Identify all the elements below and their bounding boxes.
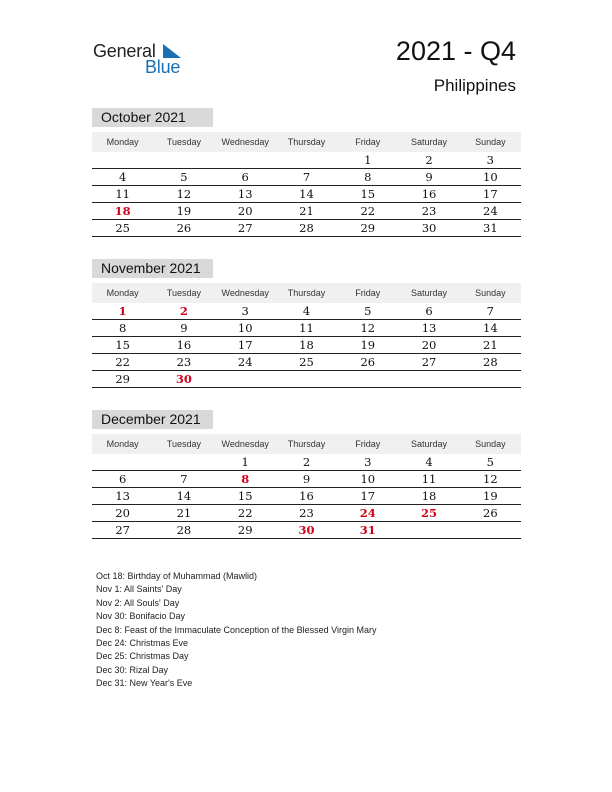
day-cell: 11	[421, 472, 437, 486]
week-row	[92, 220, 521, 237]
day-cell: 26	[360, 355, 376, 369]
empty-day-cell	[215, 167, 276, 168]
day-cell: 6	[118, 472, 127, 486]
weekday-label: Sunday	[475, 137, 506, 147]
day-cell: 2	[302, 455, 311, 469]
country-subtitle: Philippines	[433, 76, 516, 95]
day-cell: 6	[425, 304, 433, 318]
day-cell: 21	[176, 506, 192, 520]
day-cell: 3	[364, 455, 372, 469]
holiday-note: Dec 31: New Year's Eve	[96, 678, 193, 689]
weekday-label: Tuesday	[166, 288, 202, 298]
weekday-header-row	[92, 283, 521, 303]
day-cell: 11	[299, 321, 314, 335]
week-row	[92, 169, 521, 186]
day-cell: 16	[299, 489, 314, 503]
day-cell: 7	[486, 304, 494, 318]
day-cell: 1	[118, 304, 127, 318]
day-cell: 14	[176, 489, 192, 503]
weekday-label: Tuesday	[166, 137, 202, 147]
day-cell: 22	[237, 506, 253, 520]
logo-word-blue: Blue	[145, 57, 181, 77]
weekday-label: Wednesday	[221, 288, 269, 298]
day-cell: 8	[241, 472, 250, 486]
weekday-label: Tuesday	[166, 439, 202, 449]
empty-day-cell	[153, 469, 214, 470]
day-cell: 9	[302, 472, 311, 486]
empty-day-cell	[398, 386, 459, 387]
weekday-label: Friday	[355, 137, 381, 147]
week-row	[92, 454, 521, 471]
day-cell: 20	[115, 506, 130, 520]
day-cell: 31	[359, 523, 376, 537]
weekday-label: Saturday	[411, 288, 448, 298]
day-cell: 12	[360, 321, 376, 335]
weekday-label: Thursday	[287, 439, 326, 449]
month-calendar-october	[92, 108, 521, 237]
holiday-note: Dec 8: Feast of the Immaculate Conception of the Blessed Virgin Mary	[96, 624, 377, 635]
day-cell: 5	[180, 170, 188, 184]
day-cell: 20	[421, 338, 437, 352]
week-row	[92, 522, 521, 539]
day-cell: 28	[176, 523, 192, 537]
day-cell: 11	[115, 187, 130, 201]
week-row	[92, 471, 521, 488]
day-cell: 10	[483, 170, 498, 184]
weekday-label: Monday	[106, 137, 139, 147]
day-cell: 18	[299, 338, 314, 352]
weekday-label: Wednesday	[221, 439, 269, 449]
week-row	[92, 152, 521, 169]
day-cell: 21	[299, 204, 314, 218]
day-cell: 4	[302, 304, 311, 318]
week-row	[92, 320, 521, 337]
day-cell: 26	[483, 506, 498, 520]
empty-day-cell	[460, 537, 521, 538]
day-cell: 3	[486, 153, 494, 167]
day-cell: 20	[237, 204, 253, 218]
day-cell: 2	[179, 304, 188, 318]
holiday-notes	[96, 570, 496, 691]
day-cell: 23	[299, 506, 314, 520]
day-cell: 24	[359, 506, 376, 520]
weekday-header-row	[92, 132, 521, 152]
weekday-label: Monday	[106, 288, 139, 298]
day-cell: 12	[176, 187, 192, 201]
weekday-label: Sunday	[475, 288, 506, 298]
day-cell: 16	[421, 187, 437, 201]
day-cell: 5	[364, 304, 372, 318]
weekday-label: Sunday	[475, 439, 506, 449]
day-cell: 4	[425, 455, 433, 469]
day-cell: 13	[421, 321, 437, 335]
day-cell: 4	[118, 170, 127, 184]
day-cell: 7	[302, 170, 311, 184]
empty-day-cell	[276, 386, 337, 387]
day-cell: 30	[298, 523, 315, 537]
day-cell: 31	[483, 221, 498, 235]
day-cell: 24	[483, 204, 498, 218]
day-cell: 15	[360, 187, 376, 201]
day-cell: 19	[176, 204, 192, 218]
weeks-container	[92, 303, 521, 388]
day-cell: 29	[237, 523, 253, 537]
holiday-note: Dec 25: Christmas Day	[96, 651, 189, 662]
week-row	[92, 371, 521, 388]
empty-day-cell	[398, 537, 459, 538]
day-cell: 8	[364, 170, 372, 184]
weeks-container	[92, 454, 521, 539]
weekday-label: Thursday	[287, 288, 326, 298]
holiday-note: Dec 30: Rizal Day	[96, 664, 169, 675]
day-cell: 17	[237, 338, 253, 352]
month-calendar-november	[92, 259, 521, 388]
week-row	[92, 488, 521, 505]
month-label: December 2021	[92, 410, 213, 429]
day-cell: 30	[421, 221, 437, 235]
weekday-label: Monday	[106, 439, 139, 449]
empty-day-cell	[153, 167, 214, 168]
empty-day-cell	[337, 386, 398, 387]
day-cell: 2	[425, 153, 433, 167]
day-cell: 15	[237, 489, 253, 503]
day-cell: 17	[360, 489, 376, 503]
day-cell: 18	[114, 204, 131, 218]
month-label: October 2021	[92, 108, 213, 127]
holiday-note: Nov 1: All Saints' Day	[96, 584, 182, 595]
day-cell: 22	[115, 355, 130, 369]
day-cell: 1	[241, 455, 249, 469]
day-cell: 13	[115, 489, 130, 503]
day-cell: 14	[483, 321, 498, 335]
day-cell: 6	[241, 170, 249, 184]
day-cell: 23	[421, 204, 437, 218]
weekday-label: Saturday	[411, 137, 448, 147]
empty-day-cell	[276, 167, 337, 168]
day-cell: 8	[118, 321, 127, 335]
day-cell: 23	[176, 355, 192, 369]
weekday-label: Friday	[355, 439, 381, 449]
day-cell: 13	[237, 187, 253, 201]
page-title: 2021 - Q4	[395, 36, 516, 66]
month-label: November 2021	[92, 259, 213, 278]
day-cell: 9	[425, 170, 433, 184]
day-cell: 29	[360, 221, 376, 235]
weekday-label: Wednesday	[221, 137, 269, 147]
holiday-note: Oct 18: Birthday of Muhammad (Mawlid)	[96, 571, 258, 581]
day-cell: 3	[241, 304, 249, 318]
day-cell: 21	[483, 338, 498, 352]
week-row	[92, 203, 521, 220]
day-cell: 25	[299, 355, 314, 369]
week-row	[92, 354, 521, 371]
day-cell: 19	[483, 489, 498, 503]
day-cell: 17	[483, 187, 498, 201]
day-cell: 24	[237, 355, 253, 369]
day-cell: 22	[360, 204, 376, 218]
day-cell: 15	[115, 338, 130, 352]
weekday-label: Thursday	[287, 137, 326, 147]
day-cell: 28	[483, 355, 498, 369]
day-cell: 25	[421, 506, 438, 520]
holiday-note: Nov 30: Bonifacio Day	[96, 611, 186, 622]
day-cell: 26	[176, 221, 192, 235]
week-row	[92, 337, 521, 354]
day-cell: 16	[176, 338, 192, 352]
day-cell: 28	[299, 221, 314, 235]
day-cell: 7	[180, 472, 188, 486]
empty-day-cell	[460, 386, 521, 387]
weeks-container	[92, 152, 521, 237]
week-row	[92, 186, 521, 203]
day-cell: 1	[364, 153, 372, 167]
weekday-label: Saturday	[411, 439, 448, 449]
day-cell: 29	[115, 372, 130, 386]
day-cell: 27	[421, 355, 437, 369]
day-cell: 14	[299, 187, 314, 201]
day-cell: 27	[237, 221, 253, 235]
month-calendar-december	[92, 410, 521, 539]
day-cell: 30	[175, 372, 192, 386]
day-cell: 12	[483, 472, 498, 486]
day-cell: 5	[486, 455, 494, 469]
day-cell: 19	[360, 338, 376, 352]
logo-word-general: General	[93, 41, 156, 61]
weekday-header-row	[92, 434, 521, 454]
week-row	[92, 303, 521, 320]
brand-logo	[93, 40, 203, 80]
weekday-label: Friday	[355, 288, 381, 298]
empty-day-cell	[92, 167, 153, 168]
empty-day-cell	[215, 386, 276, 387]
holiday-note: Dec 24: Christmas Eve	[96, 638, 189, 649]
empty-day-cell	[92, 469, 153, 470]
day-cell: 25	[115, 221, 130, 235]
day-cell: 27	[115, 523, 130, 537]
day-cell: 9	[180, 321, 188, 335]
week-row	[92, 505, 521, 522]
holiday-note: Nov 2: All Souls' Day	[96, 597, 180, 608]
day-cell: 10	[360, 472, 376, 486]
day-cell: 18	[421, 489, 437, 503]
day-cell: 10	[237, 321, 253, 335]
